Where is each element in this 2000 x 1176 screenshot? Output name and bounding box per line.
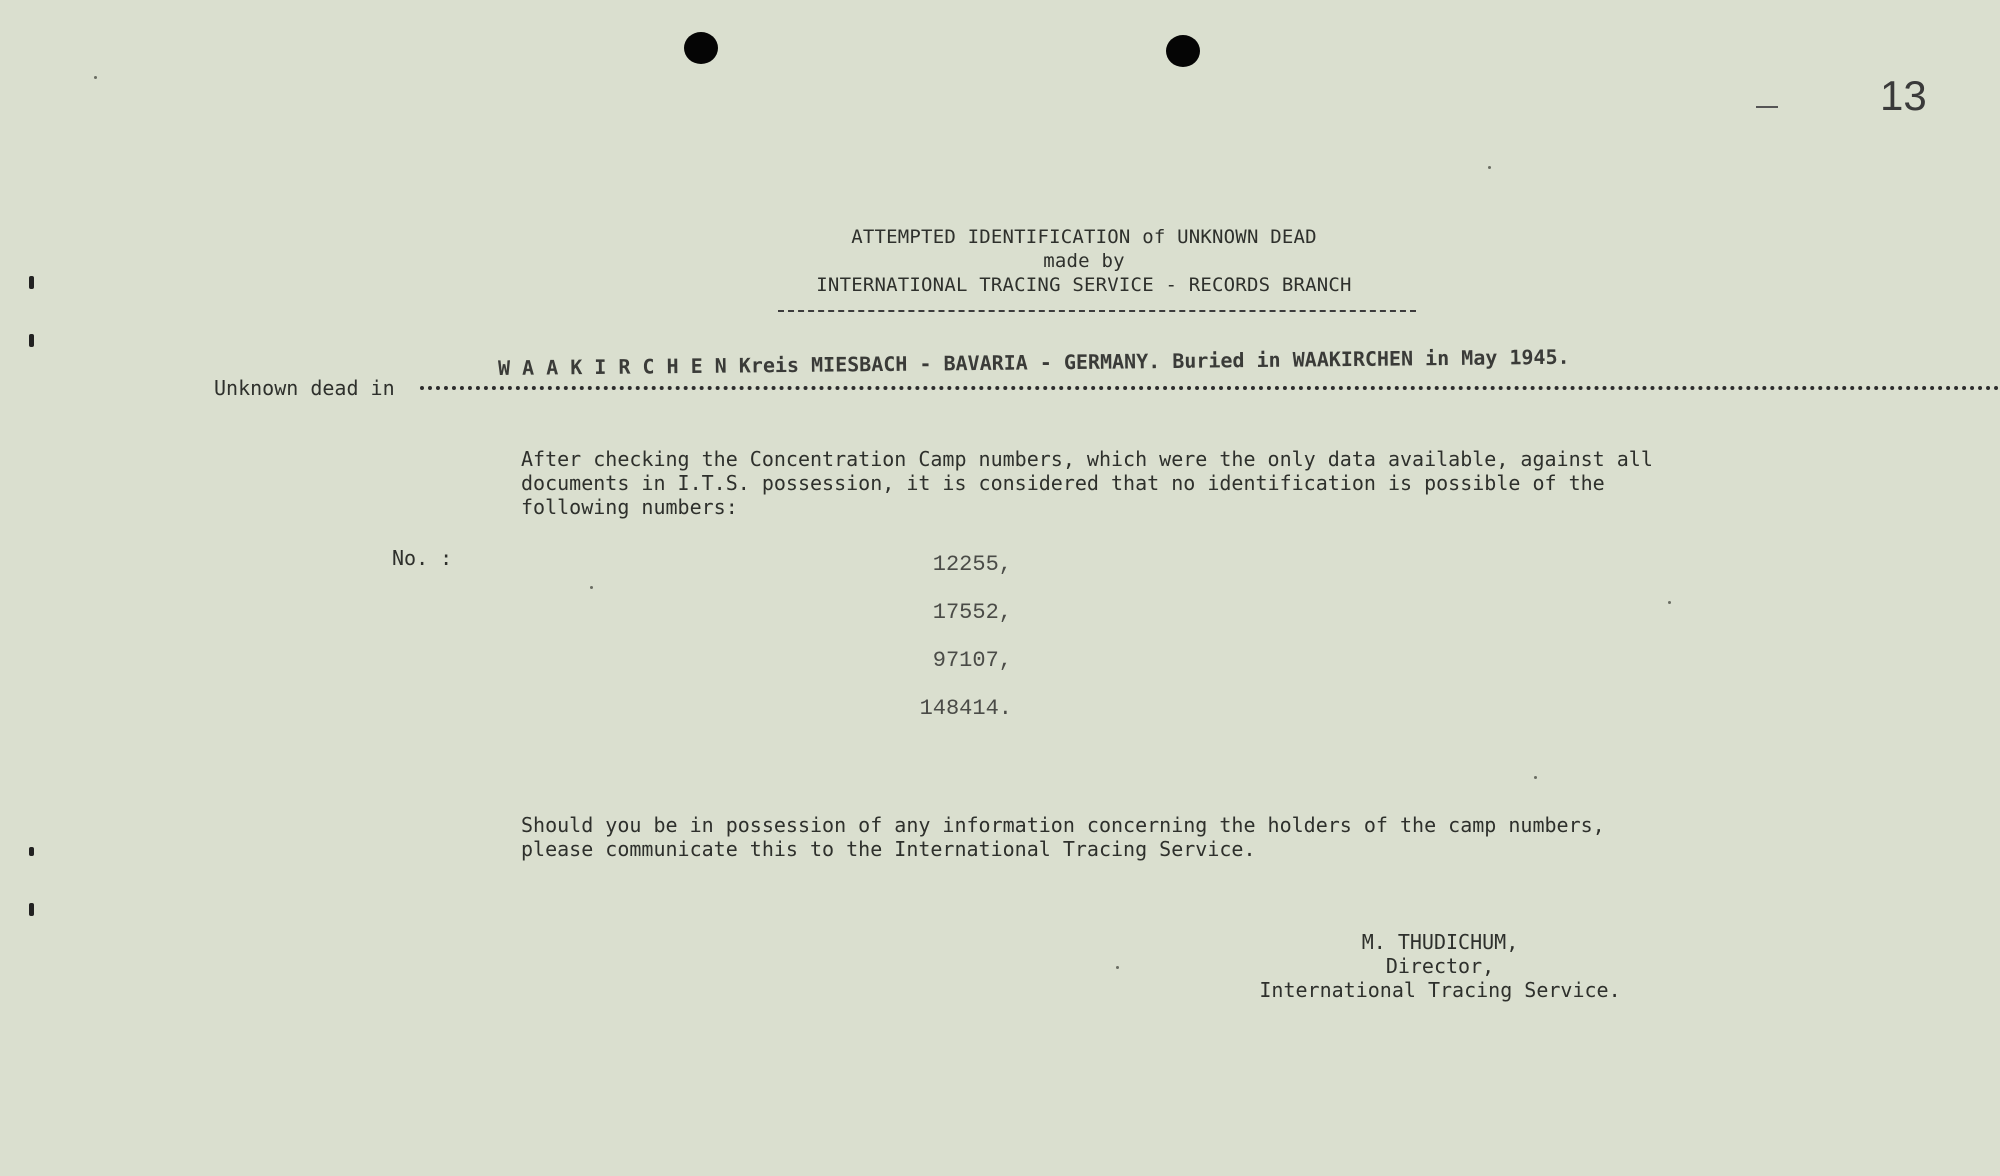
numbers-label: No. : [392,546,453,570]
punch-hole-left [684,32,718,64]
signatory-name: M. THUDICHUM, [1361,930,1519,954]
document-issuer: INTERNATIONAL TRACING SERVICE - RECORDS BRANCH [816,274,1352,296]
punch-hole-right [1166,35,1200,67]
corner-dash-mark [1756,106,1778,108]
location-text: W A A K I R C H E N Kreis MIESBACH - BAVARIA - GERMANY. Buried in WAAKIRCHEN in May 1945. [497,344,1570,380]
margin-mark [29,903,34,916]
margin-mark [29,847,34,856]
paper-speck [1668,601,1671,604]
camp-number-list [900,552,1012,744]
paper-speck [1534,776,1537,779]
camp-number: 148414. [919,696,1012,721]
paper-speck [590,586,593,589]
document-title: ATTEMPTED IDENTIFICATION of UNKNOWN DEAD [851,226,1317,248]
margin-mark [29,334,34,347]
camp-number: 17552, [932,600,1012,625]
unknown-dead-label: Unknown dead in [214,376,395,400]
signature-block [1150,930,1730,1002]
paper-speck [1116,966,1119,969]
signatory-title: Director, [1385,954,1495,978]
document-subtitle: made by [1043,250,1125,272]
camp-number: 12255, [932,552,1012,577]
header-rule [778,310,1416,312]
location-dotted-line [420,386,2000,390]
paper-speck [1488,166,1491,169]
page-number: 13 [1880,72,1927,119]
intro-paragraph: After checking the Concentration Camp numbers, which were the only data available, against all documents in I.T.S. possession, it is considered that no identification is possible of the following numbers: [521,447,1653,519]
camp-number: 97107, [932,648,1012,673]
request-paragraph: Should you be in possession of any information concerning the holders of the camp numbers, please communicate this to the International Tracing Service. [521,813,1605,861]
signatory-organization: International Tracing Service. [1259,978,1621,1002]
paper-speck [94,76,97,79]
